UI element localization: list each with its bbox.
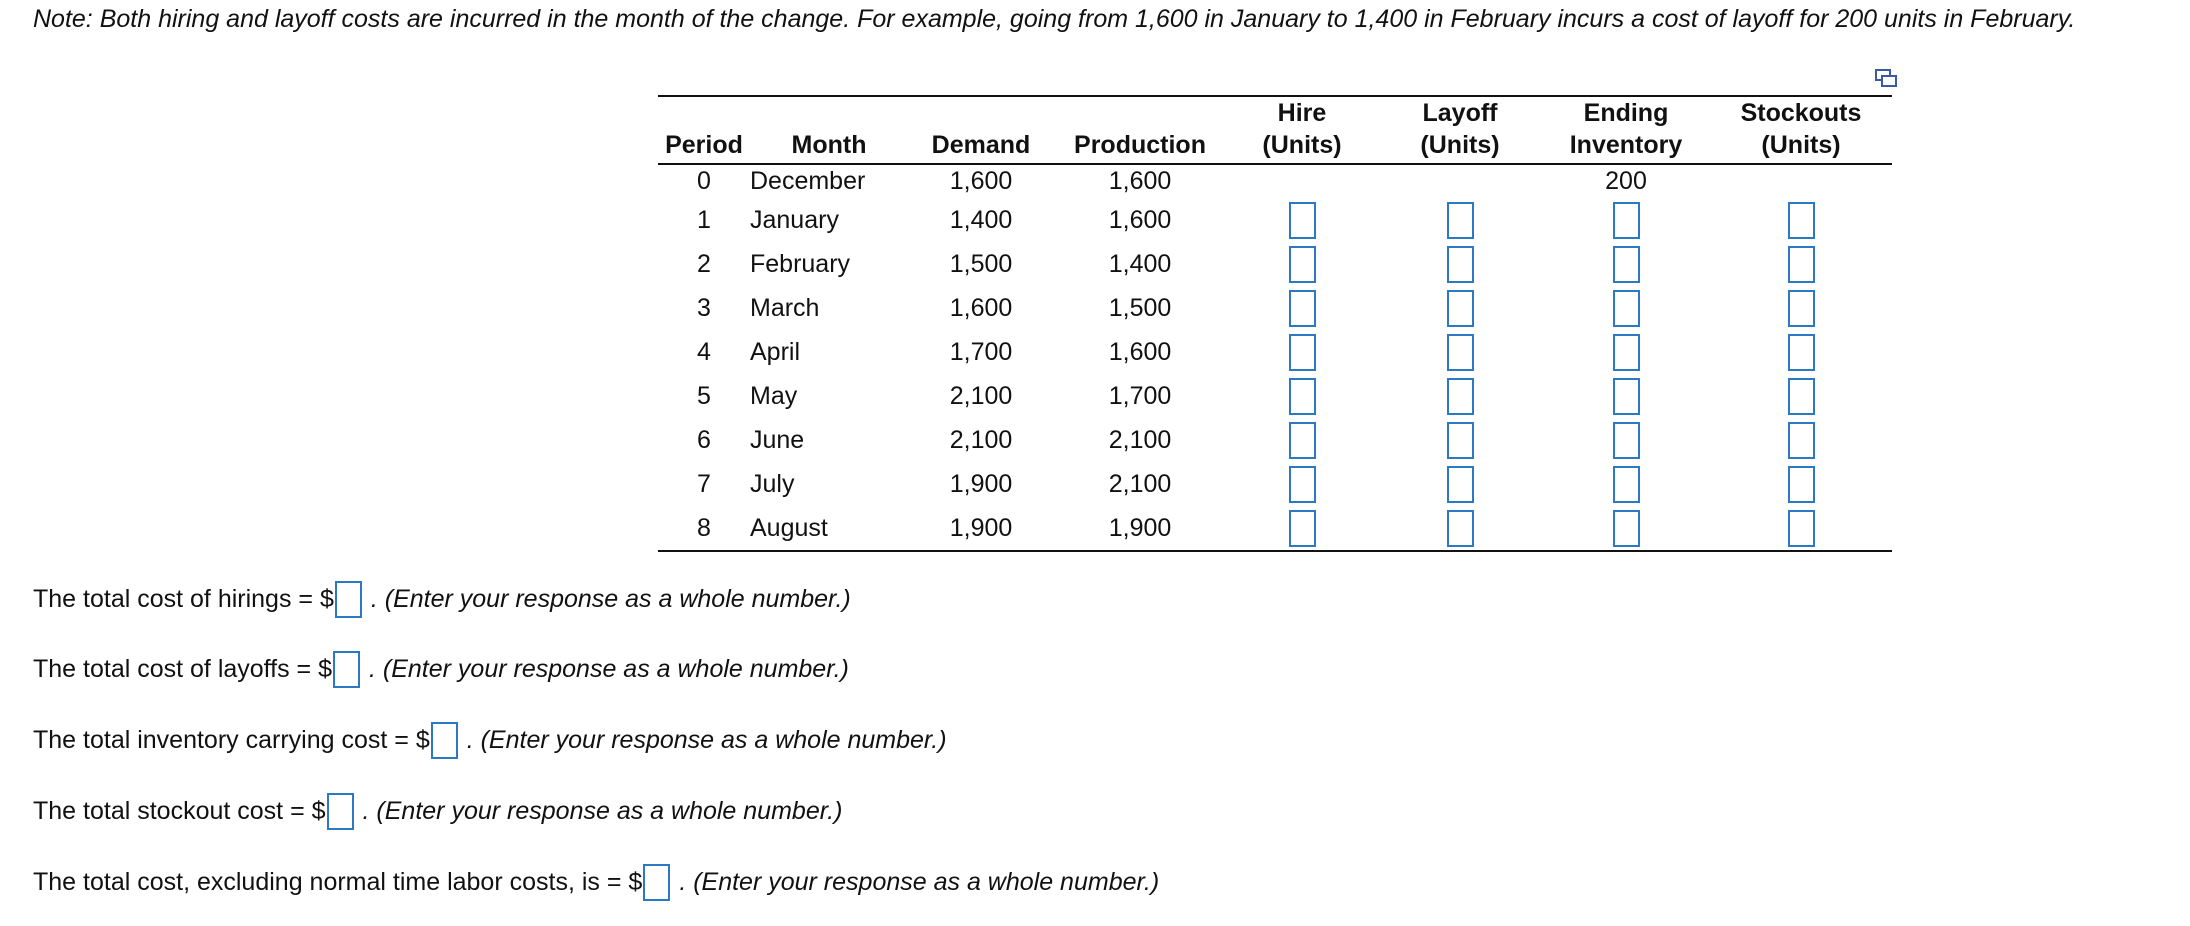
month-cell: June [750,425,805,454]
total-inventory-cost-input[interactable] [431,722,458,759]
period-cell: 6 [697,425,711,454]
header-period: Period [658,97,750,164]
ending-inventory-input[interactable] [1613,378,1640,415]
demand-cell: 1,400 [949,205,1013,234]
answer-stockout [33,791,842,831]
production-cell: 2,100 [1108,469,1172,498]
month-cell: May [750,381,798,410]
stockouts-input[interactable] [1788,334,1815,371]
month-cell: February [750,249,851,278]
stockouts-input[interactable] [1788,466,1815,503]
hire-input[interactable] [1289,334,1316,371]
period-cell: 1 [697,205,711,234]
layoff-input[interactable] [1447,202,1474,239]
table-row [658,374,1892,418]
demand-cell: 1,900 [908,506,1054,551]
total-cost-input[interactable] [643,864,670,901]
hire-input[interactable] [1289,290,1316,327]
ending-inventory-input[interactable] [1613,246,1640,283]
demand-cell: 1,600 [949,293,1013,322]
production-cell: 1,600 [1108,337,1172,366]
answer-layoffs-label: The total cost of layoffs = $ [33,655,333,683]
period-cell: 0 [697,167,711,195]
answer-inventory-hint: . (Enter your response as a whole number.) [466,726,947,754]
answer-hirings-hint: . (Enter your response as a whole number.) [370,585,851,613]
layoff-input[interactable] [1447,378,1474,415]
table-header-row [658,97,1892,164]
answer-hirings-label: The total cost of hirings = $ [33,585,334,613]
ending-inventory-input[interactable] [1613,202,1640,239]
hire-input[interactable] [1289,246,1316,283]
demand-cell: 1,600 [949,167,1013,195]
table-row [658,330,1892,374]
layoff-input[interactable] [1447,466,1474,503]
answer-stockout-hint: . (Enter your response as a whole number.) [362,797,843,825]
header-hire: Hire (Units) [1226,97,1378,164]
header-layoff: Layoff (Units) [1378,97,1542,164]
period-cell: 2 [697,249,711,278]
answer-inventory [33,720,947,760]
note-text: Note: Both hiring and layoff costs are incurred in the month of the change. For example, going from 1,600 in January to 1,400 in February incurs a cost of layoff for 200 units in February. [33,5,2076,33]
table-row [658,164,1892,198]
stockouts-input[interactable] [1788,378,1815,415]
ending-inventory-input[interactable] [1613,466,1640,503]
production-cell: 1,500 [1108,293,1172,322]
demand-cell: 1,500 [949,249,1013,278]
month-cell: August [750,506,908,551]
header-ending-inventory: Ending Inventory [1542,97,1710,164]
total-hirings-cost-input[interactable] [335,581,362,618]
period-cell: 4 [697,337,711,366]
ending-inventory-input[interactable] [1613,334,1640,371]
demand-cell: 2,100 [949,381,1013,410]
production-cell: 1,600 [1108,205,1172,234]
answer-total [33,862,1159,902]
production-cell: 1,700 [1108,381,1172,410]
answer-total-label: The total cost, excluding normal time labor costs, is = $ [33,868,643,896]
period-cell: 5 [697,381,711,410]
layoff-input[interactable] [1447,246,1474,283]
answer-stockout-label: The total stockout cost = $ [33,797,326,825]
layoff-input[interactable] [1447,290,1474,327]
answer-total-hint: . (Enter your response as a whole number.) [679,868,1160,896]
ending-inventory-input[interactable] [1613,290,1640,327]
layoff-input[interactable] [1447,334,1474,371]
period-cell: 3 [697,293,711,322]
stockouts-input[interactable] [1788,290,1815,327]
header-stockouts: Stockouts (Units) [1710,97,1892,164]
table-row [658,286,1892,330]
month-cell: January [750,205,839,234]
month-cell: April [750,337,801,366]
answer-layoffs [33,649,849,689]
header-production: Production [1054,97,1226,164]
hire-input[interactable] [1289,510,1316,547]
table-row [658,418,1892,462]
stockouts-input[interactable] [1788,202,1815,239]
total-layoffs-cost-input[interactable] [333,651,360,688]
month-cell: December [750,167,866,195]
table-row [658,506,1892,551]
hire-input[interactable] [1289,378,1316,415]
ending-inventory-input[interactable] [1613,510,1640,547]
total-stockout-cost-input[interactable] [327,793,354,830]
stockouts-input[interactable] [1788,246,1815,283]
table-row [658,242,1892,286]
table-row [658,462,1892,506]
hire-input[interactable] [1289,422,1316,459]
ending-inventory-input[interactable] [1613,422,1640,459]
production-cell: 2,100 [1108,425,1172,454]
aggregate-plan-table [658,95,1892,552]
layoff-input[interactable] [1447,510,1474,547]
stockouts-input[interactable] [1788,422,1815,459]
hire-input[interactable] [1289,466,1316,503]
answer-inventory-label: The total inventory carrying cost = $ [33,726,430,754]
layoff-input[interactable] [1447,422,1474,459]
header-month: Month [750,97,908,164]
answer-layoffs-hint: . (Enter your response as a whole number.) [369,655,849,683]
period-cell: 8 [658,506,750,551]
hire-input[interactable] [1289,202,1316,239]
demand-cell: 1,900 [949,469,1013,498]
stockouts-input[interactable] [1788,510,1815,547]
production-cell: 1,600 [1108,167,1172,195]
ending-inventory-cell: 200 [1605,167,1647,195]
period-cell: 7 [697,469,711,498]
month-cell: July [750,469,795,498]
answer-hirings [33,579,851,619]
production-cell: 1,400 [1108,249,1172,278]
header-demand: Demand [908,97,1054,164]
table-row [658,198,1892,242]
demand-cell: 1,700 [949,337,1013,366]
production-cell: 1,900 [1054,506,1226,551]
demand-cell: 2,100 [949,425,1013,454]
expand-icon[interactable] [1874,66,1898,90]
month-cell: March [750,293,820,322]
